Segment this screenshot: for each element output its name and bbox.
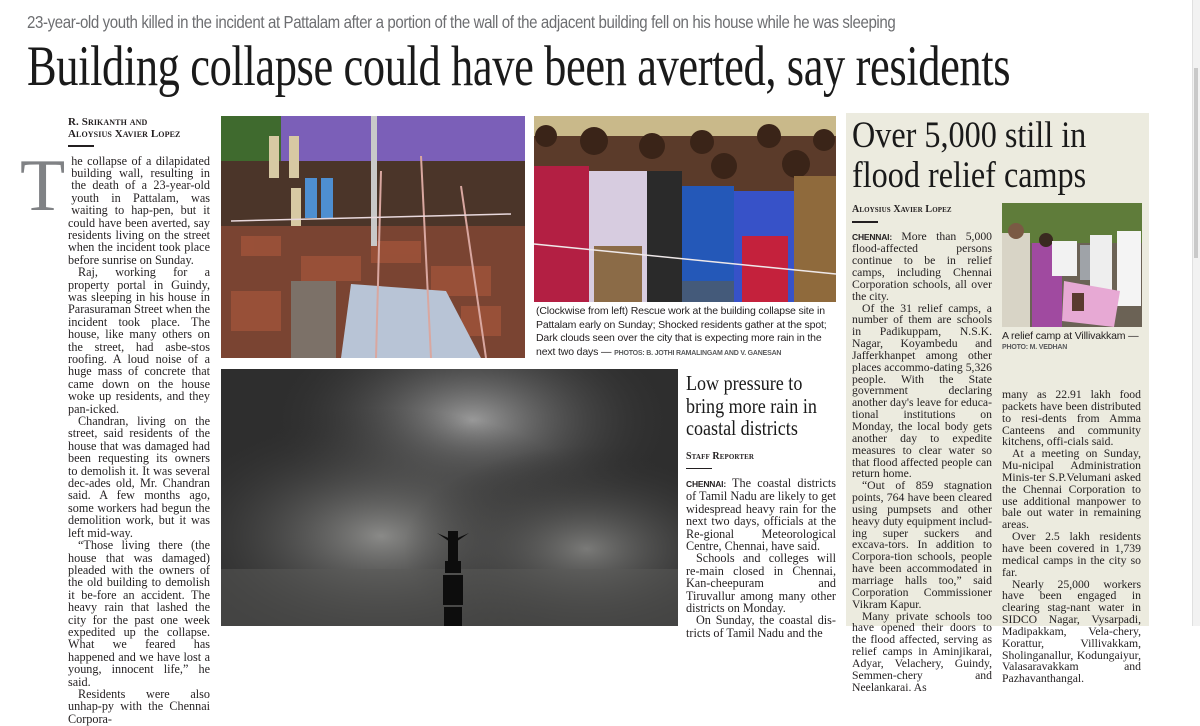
drop-cap: T	[20, 144, 66, 227]
rain-dateline: CHENNAI:	[686, 479, 726, 489]
paragraph-5: Residents were also unhap-py with the Chennai Corpora-	[68, 686, 210, 726]
sidebar-col2-paragraph-4: Nearly 25,000 workers have been engaged in clearing stag-nant water in SIDCO Nagar, Vysarpadi, Madipakkam, Vela-chery, Korattur, Villivakkam, Sholinganallur, Kodungaiyur, Valasaravakkam and Pazhavanthangal.	[1002, 577, 1141, 686]
relief-photo-credit: PHOTO: M. VEDHAN	[1002, 344, 1068, 351]
paragraph-1: The collapse of a dilapidated building wall, resulting in the death of a 23-year-old youth in Pattalam, was waiting to hap-pen, but it could have been averted, say residents living on the street when the incident took place before sunrise on Sunday.	[20, 144, 210, 267]
rain-paragraph-2: Schools and colleges will re-main closed in Chennai, Kan-cheepuram and Tiruvallur among many other districts on Monday.	[686, 551, 836, 616]
clouds-image	[221, 369, 678, 626]
sidebar-col2-paragraph-2: At a meeting on Sunday, Mu-nicipal Administration Minis-ter S.P.Velumani asked the Chennai Corporation to use additional manpower to bale out water in remaining areas.	[1002, 447, 1141, 532]
paragraph-3: Chandran, living on the street, said residents of the house that was damaged had been requesting its owners to demolish it. It was several dec-ades old, Mr. Chandran said. A few months ago, some workers had begun the demolition work, but it was left mid-way.	[68, 414, 210, 540]
paragraph-4: “Those living there (the house that was damaged) pleaded with the owners of the old building to demolish it be-fore an accident. The heavy rain that lashed the city for the past one week expedited up the collapse. What we feared has happened and we have lost a young, innocent life,” he said.	[68, 538, 210, 689]
rain-story	[686, 372, 836, 639]
caption-text: (Clockwise from left) Rescue work at the building collapse site in Pattalam early on Sunday; Shocked residents gather at the spot; Dark clouds seen over the city that is expecting more rain in the next two days —	[536, 305, 827, 358]
byline-rule	[68, 145, 94, 147]
byline-line-1: R. Srikanth and	[68, 116, 148, 128]
relief-camp-image	[1002, 203, 1142, 327]
sidebar-col2-paragraph-3: Over 2.5 lakh residents have been covered in 1,739 medical camps in the city so far.	[1002, 530, 1141, 579]
sidebar-col2-paragraph-1: many as 22.91 lakh food packets have been distributed to resi-dents from Amma Canteens and community kitchens, offi-cials said.	[1002, 388, 1141, 449]
sidebar-paragraph-3: “Out of 859 stagnation points, 764 have been cleared using pumpsets and other heavy duty equipment includ-ing super suckers and excava-tors. In addition to Corpora-tion schools, people have been accommodated in marriage halls too,” said Corporation Commissioner Vikram Kapur.	[852, 479, 992, 611]
photo-collapse-site	[221, 116, 525, 358]
sidebar-headline: Over 5,000 still in flood relief camps	[852, 115, 1087, 196]
relief-caption-text: A relief camp at Villivakkam —	[1002, 330, 1139, 342]
rain-byline: Staff Reporter	[686, 450, 755, 462]
main-headline: Building collapse could have been averted, say residents	[27, 35, 1011, 98]
sidebar-dateline: CHENNAI:	[852, 231, 892, 242]
sidebar-byline: Aloysius Xavier Lopez	[852, 204, 952, 215]
rain-story-body	[686, 477, 836, 639]
sidebar-byline-rule	[852, 221, 878, 223]
relief-photo-caption	[1002, 330, 1147, 354]
sidebar-body-1	[852, 231, 992, 694]
sidebar-paragraph-2: Of the 31 relief camps, a number of them are schools in Padikuppam, N.S.K. Nagar, Koyambedu and Jafferkhanpet among other places accommo-dating 5,326 people. With the State government declaring another day's leave for educa-tional institutions on Monday, the local body gets another day to expedite measures to clear water so that flood affected people can return home.	[852, 301, 992, 481]
byline-line-2: Aloysius Xavier Lopez	[68, 128, 181, 140]
scrollbar-thumb[interactable]	[1194, 68, 1198, 258]
rain-headline: Low pressure to bring more rain in coastal districts	[686, 371, 817, 440]
photo-caption	[536, 305, 838, 360]
paragraph-2: Raj, working for a property portal in Guindy, was sleeping in his house in Parasuraman Street when the incident took place. The house, like many others on the street, had asbe-stos roofing. A loud noise of a huge mass of concrete that came down on the house woke up residents, and they pan-icked.	[68, 265, 210, 416]
sidebar-col-1	[852, 204, 992, 693]
main-story-body	[20, 144, 210, 726]
collapse-site-image	[221, 116, 525, 358]
photo-residents	[534, 116, 836, 302]
photo-clouds	[221, 369, 678, 626]
sidebar-paragraph-1: CHENNAI: More than 5,000 flood-affected persons continue to be in relief camps, including Chennai Corporation schools, all over the city.	[852, 229, 993, 303]
rain-paragraph-3: On Sunday, the coastal dis-tricts of Tamil Nadu and the	[686, 613, 836, 640]
main-byline	[68, 116, 210, 140]
main-story-column	[20, 116, 210, 726]
story-kicker: 23-year-old youth killed in the incident at Pattalam after a portion of the wall of the adjacent building fell on his house while he was sleeping	[27, 12, 896, 32]
rain-byline-rule	[686, 468, 712, 470]
sidebar-body-2	[1002, 389, 1141, 685]
rain-paragraph-1: CHENNAI: The coastal districts of Tamil Nadu are likely to get widespread heavy rain for the next two days, officials at the Re-gional Meteorological Centre, Chennai, have said.	[686, 476, 836, 554]
residents-image	[534, 116, 836, 302]
sidebar-col-2	[1002, 389, 1141, 685]
sidebar-paragraph-4: Many private schools too have opened their doors to the flood affected, serving as relief camps in Aminjikarai, Adyar, Velachery, Guindy, Semmen-chery and Neelankarai. As	[852, 609, 992, 694]
photo-credit: PHOTOS: B. JOTHI RAMALINGAM AND V. GANESAN	[614, 349, 782, 357]
photo-relief-camp	[1002, 203, 1142, 327]
